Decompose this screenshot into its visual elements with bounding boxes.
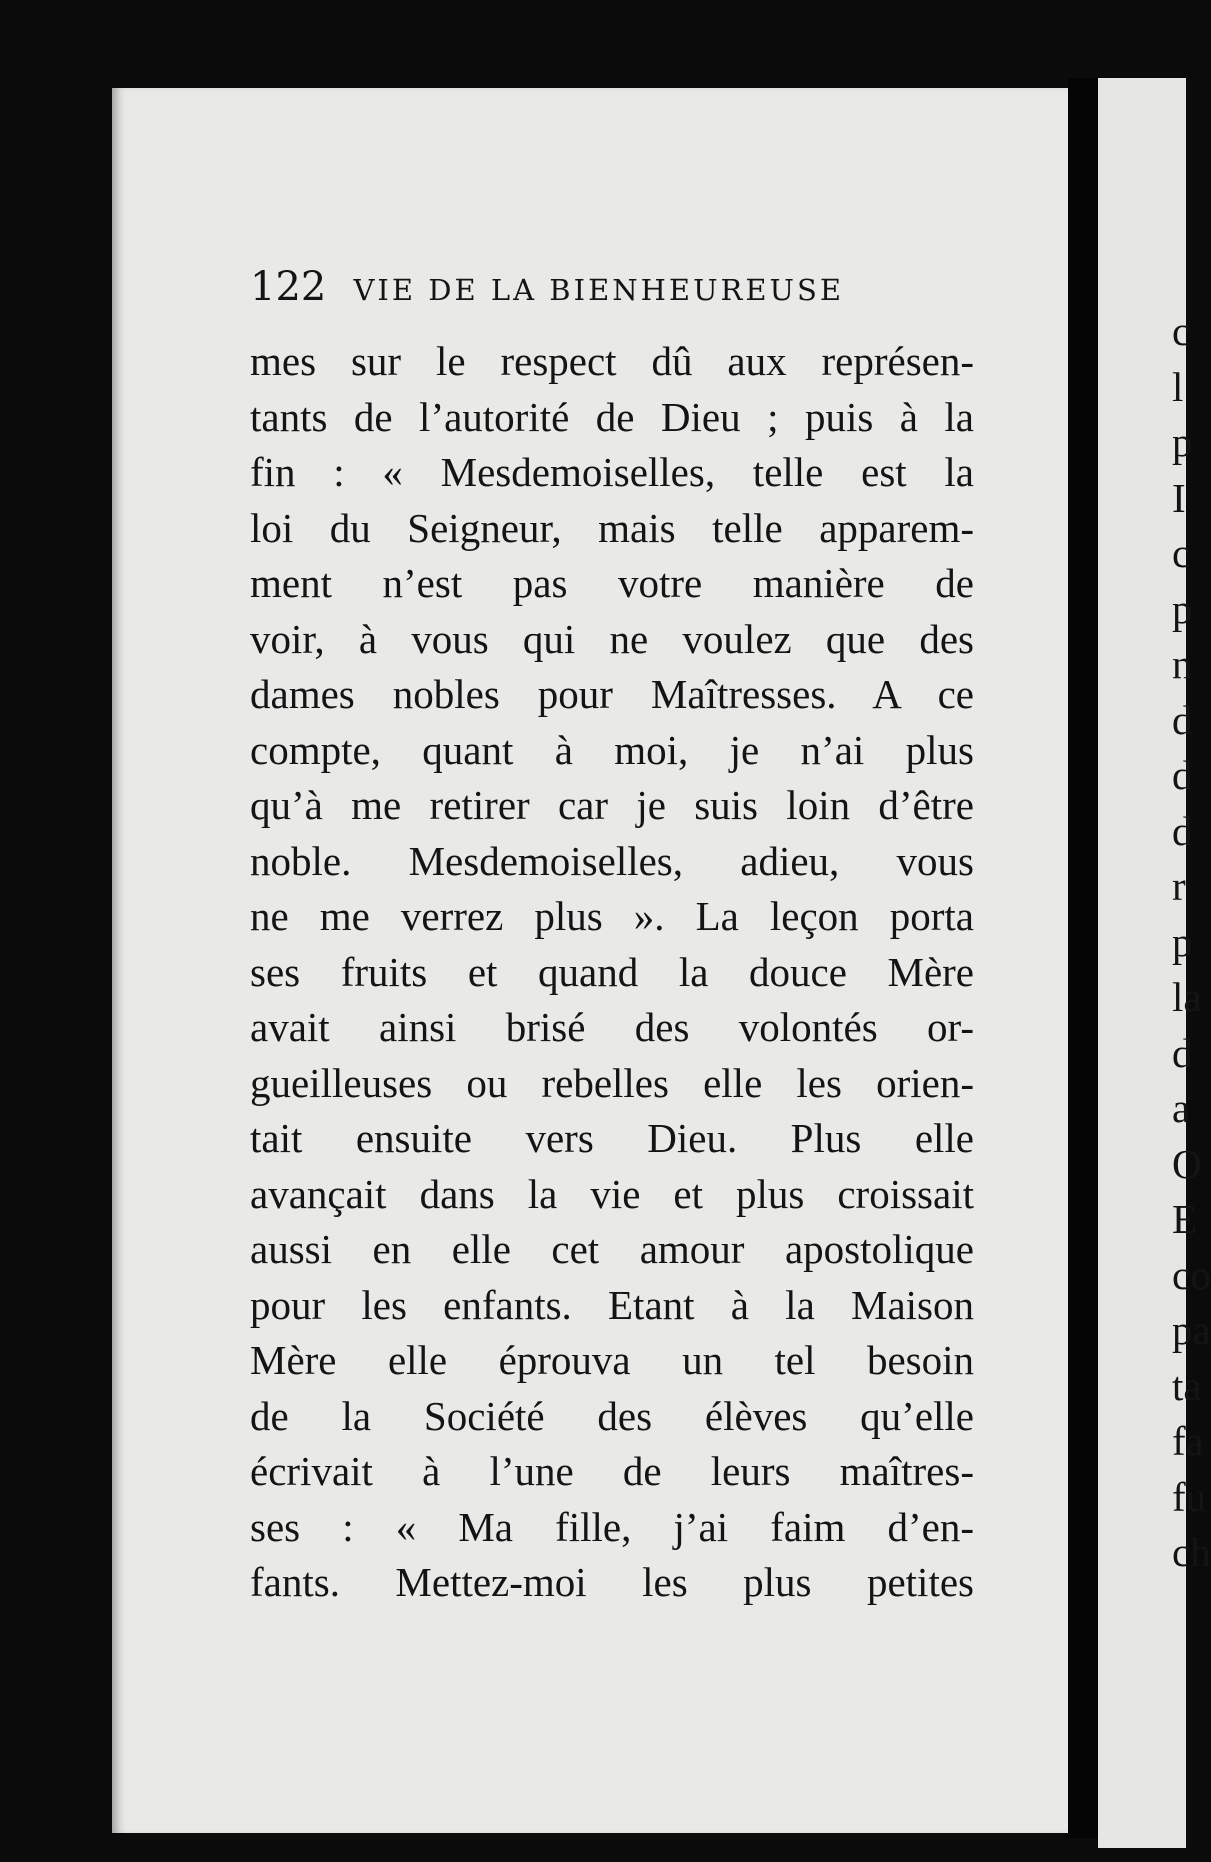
text-line: compte, quant à moi, je n’ai plus (250, 726, 974, 773)
facing-page-fragment: d (1172, 696, 1193, 743)
text-line: noble. Mesdemoiselles, adieu, vous (250, 837, 974, 884)
text-line: dames nobles pour Maîtresses. A ce (250, 671, 974, 717)
facing-page-fragment: I (1172, 474, 1186, 521)
facing-page-fragment: d (1172, 752, 1193, 798)
text-line: de la Société des élèves qu’elle (250, 1392, 974, 1439)
facing-page-fragment: d (1172, 1029, 1193, 1076)
text-line: avançait dans la vie et plus croissait (250, 1170, 974, 1217)
facing-page-fragment: p (1172, 419, 1193, 465)
facing-page-fragment: pa (1172, 1307, 1211, 1353)
book-gutter (1068, 78, 1098, 1838)
facing-page-fragment: fu (1172, 1473, 1207, 1520)
page-header (250, 264, 844, 324)
text-line: mes sur le respect dû aux représen- (250, 338, 974, 384)
text-line: ne me verrez plus ». La leçon porta (250, 893, 974, 939)
facing-page-fragment: r (1172, 863, 1186, 909)
text-line: ses : « Ma fille, j’ai faim d’en- (250, 1503, 974, 1550)
facing-page-fragment: a (1172, 1085, 1191, 1131)
text-line: ses fruits et quand la douce Mère (250, 948, 974, 995)
facing-page-fragment: fa (1172, 1418, 1204, 1464)
text-line: loi du Seigneur, mais telle apparem- (250, 504, 974, 551)
text-line: écrivait à l’une de leurs maîtres- (250, 1448, 974, 1494)
facing-page-fragment: c (1172, 308, 1191, 354)
facing-page-fragment: ch (1172, 1529, 1211, 1575)
facing-page-fragment: n (1172, 641, 1193, 687)
text-line: aussi en elle cet amour apostolique (250, 1226, 974, 1272)
facing-page-text-fragments (1172, 304, 1211, 1581)
body-text (250, 334, 974, 1611)
text-line: ment n’est pas votre manière de (250, 560, 974, 606)
text-line: tait ensuite vers Dieu. Plus elle (250, 1115, 974, 1161)
text-line: fin : « Mesdemoiselles, telle est la (250, 449, 974, 495)
facing-page-fragment: ta (1172, 1362, 1202, 1409)
facing-page-fragment: O (1172, 1140, 1202, 1187)
text-line: Mère elle éprouva un tel besoin (250, 1337, 974, 1383)
facing-page-fragment: p (1172, 918, 1193, 965)
facing-page-fragment: E (1172, 1196, 1198, 1242)
facing-page-fragment: p (1172, 585, 1193, 632)
text-line: gueilleuses ou rebelles elle les orien- (250, 1059, 974, 1106)
text-line: voir, à vous qui ne voulez que des (250, 615, 974, 662)
facing-page-fragment: d (1172, 807, 1193, 854)
text-line: qu’à me retirer car je suis loin d’être (250, 782, 974, 828)
running-title: VIE DE LA BIENHEUREUSE (353, 273, 844, 307)
facing-page-fragment: la (1172, 974, 1202, 1020)
text-line: pour les enfants. Etant à la Maison (250, 1281, 974, 1328)
text-line: fants. Mettez-moi les plus petites (250, 1559, 974, 1605)
text-line: tants de l’autorité de Dieu ; puis à la (250, 393, 974, 440)
text-line: avait ainsi brisé des volontés or- (250, 1004, 974, 1050)
facing-page-fragment: co (1172, 1251, 1211, 1298)
facing-page-fragment: c (1172, 530, 1191, 576)
page-number: 122 (250, 264, 327, 310)
facing-page-fragment: l (1172, 363, 1184, 410)
